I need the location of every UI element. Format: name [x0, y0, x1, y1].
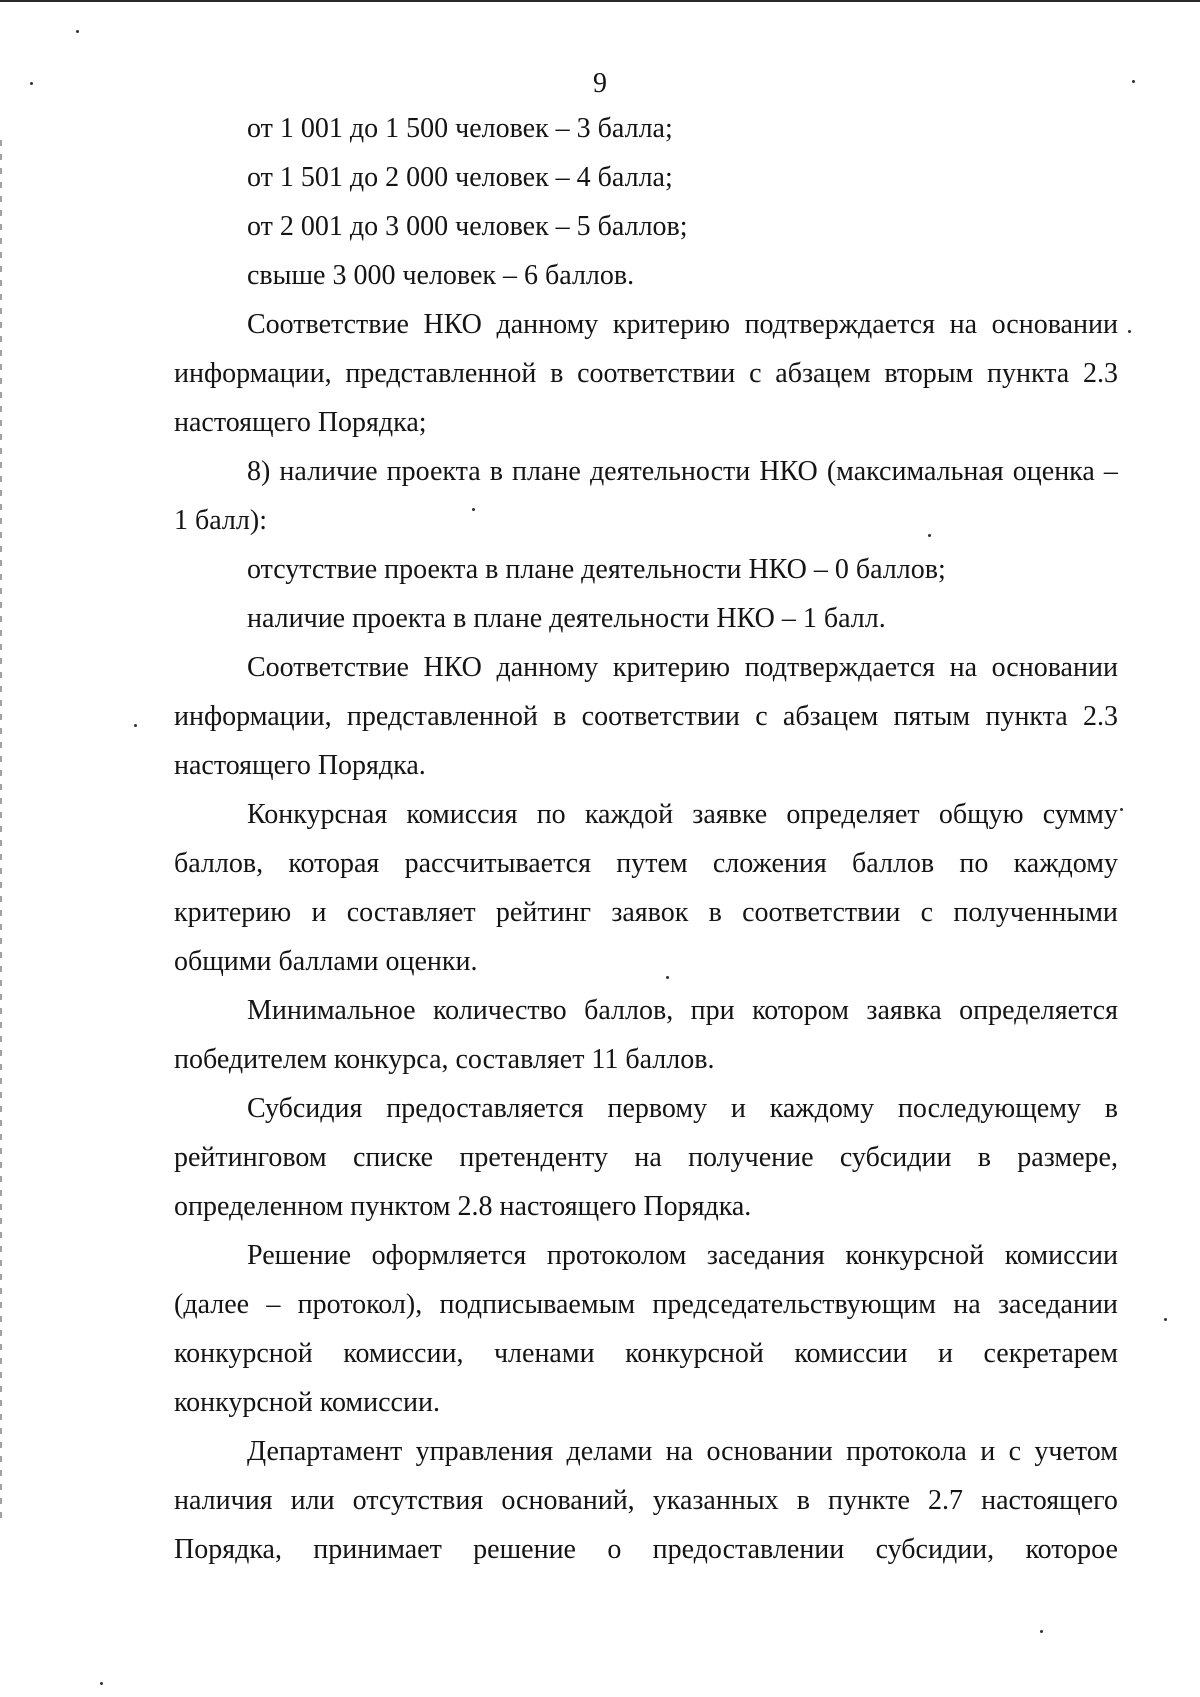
word: Решение: [247, 1240, 352, 1271]
word: котором: [752, 995, 849, 1026]
paragraph-line: [174, 986, 1118, 1035]
word: субсидии,: [875, 1534, 995, 1565]
word: конкурсной: [845, 1240, 985, 1271]
paragraph-line-last: общими баллами оценки.: [174, 946, 478, 977]
word: –: [1103, 456, 1118, 487]
word: заседания: [706, 1240, 825, 1271]
word: –: [266, 1289, 281, 1320]
paragraph-line-last: конкурсной комиссии.: [174, 1387, 440, 1418]
document-body: [174, 104, 1118, 1574]
word: рейтинг: [495, 897, 592, 928]
word: каждому: [1013, 848, 1118, 879]
word: комиссии: [794, 1338, 908, 1369]
word: принимает: [313, 1534, 442, 1565]
paragraph-line: [174, 1133, 1118, 1182]
word: и: [730, 1093, 746, 1124]
scan-speck: [928, 534, 931, 537]
scan-speck: [76, 30, 79, 33]
scan-speck: [134, 724, 137, 727]
word: данному: [496, 652, 599, 683]
word: решение: [473, 1534, 576, 1565]
paragraph-line: [174, 1231, 1118, 1280]
word: Порядка,: [174, 1534, 282, 1565]
word: в: [553, 701, 567, 732]
word: по: [959, 848, 989, 879]
scan-speck: [1120, 808, 1123, 811]
paragraph-line-last: определенном пунктом 2.8 настоящего Порядка.: [174, 1191, 752, 1222]
word: составляет: [346, 897, 476, 928]
word: и: [980, 1436, 996, 1467]
paragraph-line-last: победителем конкурса, составляет 11 баллов.: [174, 1044, 715, 1075]
paragraph-line: [174, 1427, 1118, 1476]
list-item-no-project: отсутствие проекта в плане деятельности НКО – 0 баллов;: [247, 554, 946, 585]
word: размере,: [1017, 1142, 1118, 1173]
word: Конкурсная: [247, 799, 388, 830]
scan-speck: [1040, 1630, 1043, 1633]
paragraph-line: [174, 1280, 1118, 1329]
page-number: 9: [593, 68, 607, 99]
word: общую: [938, 799, 1024, 830]
paragraph-line-last: настоящего Порядка.: [174, 750, 426, 781]
word: данному: [496, 309, 599, 340]
paragraph-line: [174, 1084, 1118, 1133]
word: комиссии,: [343, 1338, 464, 1369]
word: заседании: [997, 1289, 1118, 1320]
word: в: [489, 456, 503, 487]
word: учетом: [1034, 1436, 1118, 1467]
word: делами: [566, 1436, 653, 1467]
word: представленной: [345, 358, 537, 389]
word: пункте: [828, 1485, 910, 1516]
word: управления: [415, 1436, 554, 1467]
word: критерию: [612, 309, 730, 340]
list-item-1001-1500: от 1 001 до 1 500 человек – 3 балла;: [247, 113, 673, 144]
scan-speck: [1128, 330, 1131, 333]
word: и: [938, 1338, 954, 1369]
word: количество: [433, 995, 567, 1026]
word: предоставляется: [386, 1093, 584, 1124]
word: секретарем: [983, 1338, 1118, 1369]
word: основании: [706, 1436, 833, 1467]
word: наличия: [174, 1485, 273, 1516]
paragraph-line: [174, 1329, 1118, 1378]
word: протокола: [846, 1436, 967, 1467]
word: 2.7: [928, 1485, 963, 1516]
word: представленной: [346, 701, 538, 732]
word: оснований,: [501, 1485, 635, 1516]
word: субсидии: [839, 1142, 952, 1173]
word: которая: [288, 848, 380, 879]
word: заявка: [866, 995, 942, 1026]
word: списке: [352, 1142, 434, 1173]
word: подтверждается: [744, 309, 936, 340]
word: подтверждается: [744, 652, 936, 683]
scan-left-edge: [0, 140, 2, 1520]
paragraph-line: [174, 349, 1118, 398]
paragraph-line: [174, 692, 1118, 741]
word: Департамент: [247, 1436, 403, 1467]
word: соответствии: [742, 897, 901, 928]
paragraph-line: [174, 643, 1118, 692]
word: по: [536, 799, 566, 830]
word: на: [953, 1289, 981, 1320]
word: в: [708, 897, 722, 928]
scan-top-edge: [0, 0, 1200, 2]
word: абзацем: [775, 358, 871, 389]
word: критерию: [174, 897, 292, 928]
word: заявок: [611, 897, 689, 928]
scan-speck: [666, 976, 669, 979]
word: настоящего: [981, 1485, 1118, 1516]
word: в: [977, 1142, 991, 1173]
word: с: [749, 358, 762, 389]
word: заявке: [692, 799, 768, 830]
word: комиссии: [1004, 1240, 1118, 1271]
word: Субсидия: [247, 1093, 363, 1124]
word: (далее: [174, 1289, 250, 1320]
list-item-1501-2000: от 1 501 до 2 000 человек – 4 балла;: [247, 162, 673, 193]
paragraph-line: [174, 839, 1118, 888]
word: 2.3: [1083, 358, 1118, 389]
word: комиссия: [406, 799, 518, 830]
word: определяет: [786, 799, 920, 830]
criterion-8-heading-end: 1 балл):: [174, 505, 267, 536]
word: на: [634, 1142, 662, 1173]
word: 2.3: [1082, 701, 1118, 732]
word: протоколом: [546, 1240, 687, 1271]
word: соответствии: [581, 701, 740, 732]
word: соответствии: [577, 358, 736, 389]
word: сложения: [712, 848, 827, 879]
word: при: [690, 995, 735, 1026]
word: членами: [493, 1338, 595, 1369]
word: указанных: [652, 1485, 779, 1516]
word: сумму: [1042, 799, 1118, 830]
word: проекта: [386, 456, 481, 487]
word: последующему: [897, 1093, 1081, 1124]
word: информации,: [174, 358, 332, 389]
word: претенденту: [459, 1142, 609, 1173]
list-item-has-project: наличие проекта в плане деятельности НКО – 1 балл.: [247, 603, 886, 634]
word: вторым: [884, 358, 974, 389]
word: рассчитывается: [404, 848, 591, 879]
word: предоставлении: [652, 1534, 845, 1565]
word: в: [550, 358, 564, 389]
word: основании: [991, 309, 1118, 340]
word: Минимальное: [247, 995, 416, 1026]
paragraph-line: [174, 1525, 1118, 1574]
word: Соответствие: [247, 309, 409, 340]
word: на: [949, 652, 978, 683]
word: конкурсной: [625, 1338, 764, 1369]
word: абзацем: [782, 701, 879, 732]
scan-speck: [1164, 1318, 1167, 1321]
word: каждой: [584, 799, 674, 830]
word: подписываемым: [439, 1289, 636, 1320]
word: и: [311, 897, 327, 928]
word: пятым: [893, 701, 971, 732]
list-item-2001-3000: от 2 001 до 3 000 человек – 5 баллов;: [247, 211, 688, 242]
word: Соответствие: [247, 652, 409, 683]
word: деятельности: [589, 456, 751, 487]
word: НКО: [423, 652, 482, 683]
word: с: [1008, 1436, 1021, 1467]
word: каждому: [769, 1093, 875, 1124]
word: в: [1104, 1093, 1118, 1124]
word: которое: [1025, 1534, 1118, 1565]
word: баллов,: [174, 848, 264, 879]
word: путем: [616, 848, 688, 879]
paragraph-line: [174, 300, 1118, 349]
word: протокол),: [297, 1289, 423, 1320]
list-item-over-3000: свыше 3 000 человек – 6 баллов.: [247, 260, 635, 291]
word: баллов: [852, 848, 935, 879]
word: НКО: [759, 456, 818, 487]
scan-speck: [472, 508, 475, 511]
paragraph-line: [174, 1476, 1118, 1525]
word: конкурсной: [174, 1338, 313, 1369]
scan-speck: [1132, 80, 1135, 83]
scan-speck: [30, 82, 33, 85]
word: первому: [607, 1093, 708, 1124]
criterion-8-heading: [174, 447, 1118, 496]
word: полученными: [953, 897, 1118, 928]
word: основании: [991, 652, 1118, 683]
paragraph-line: [174, 888, 1118, 937]
word: 8): [247, 456, 271, 487]
word: отсутствия: [352, 1485, 484, 1516]
word: определяется: [959, 995, 1118, 1026]
word: наличие: [279, 456, 378, 487]
word: НКО: [423, 309, 482, 340]
word: (максимальная: [826, 456, 1004, 487]
word: или: [290, 1485, 335, 1516]
word: критерию: [612, 652, 730, 683]
word: оформляется: [371, 1240, 527, 1271]
word: на: [665, 1436, 694, 1467]
word: на: [949, 309, 978, 340]
word: о: [607, 1534, 622, 1565]
scan-speck: [100, 1682, 103, 1685]
word: в: [796, 1485, 810, 1516]
word: председательствующим: [652, 1289, 936, 1320]
paragraph-line-last: настоящего Порядка;: [174, 407, 427, 438]
word: информации,: [174, 701, 332, 732]
word: пункта: [987, 358, 1070, 389]
paragraph-line: [174, 790, 1118, 839]
word: пункта: [985, 701, 1068, 732]
word: с: [920, 897, 934, 928]
word: плане: [512, 456, 581, 487]
word: оценка: [1012, 456, 1095, 487]
word: баллов,: [584, 995, 674, 1026]
word: получение: [688, 1142, 814, 1173]
word: с: [755, 701, 768, 732]
word: рейтинговом: [174, 1142, 327, 1173]
